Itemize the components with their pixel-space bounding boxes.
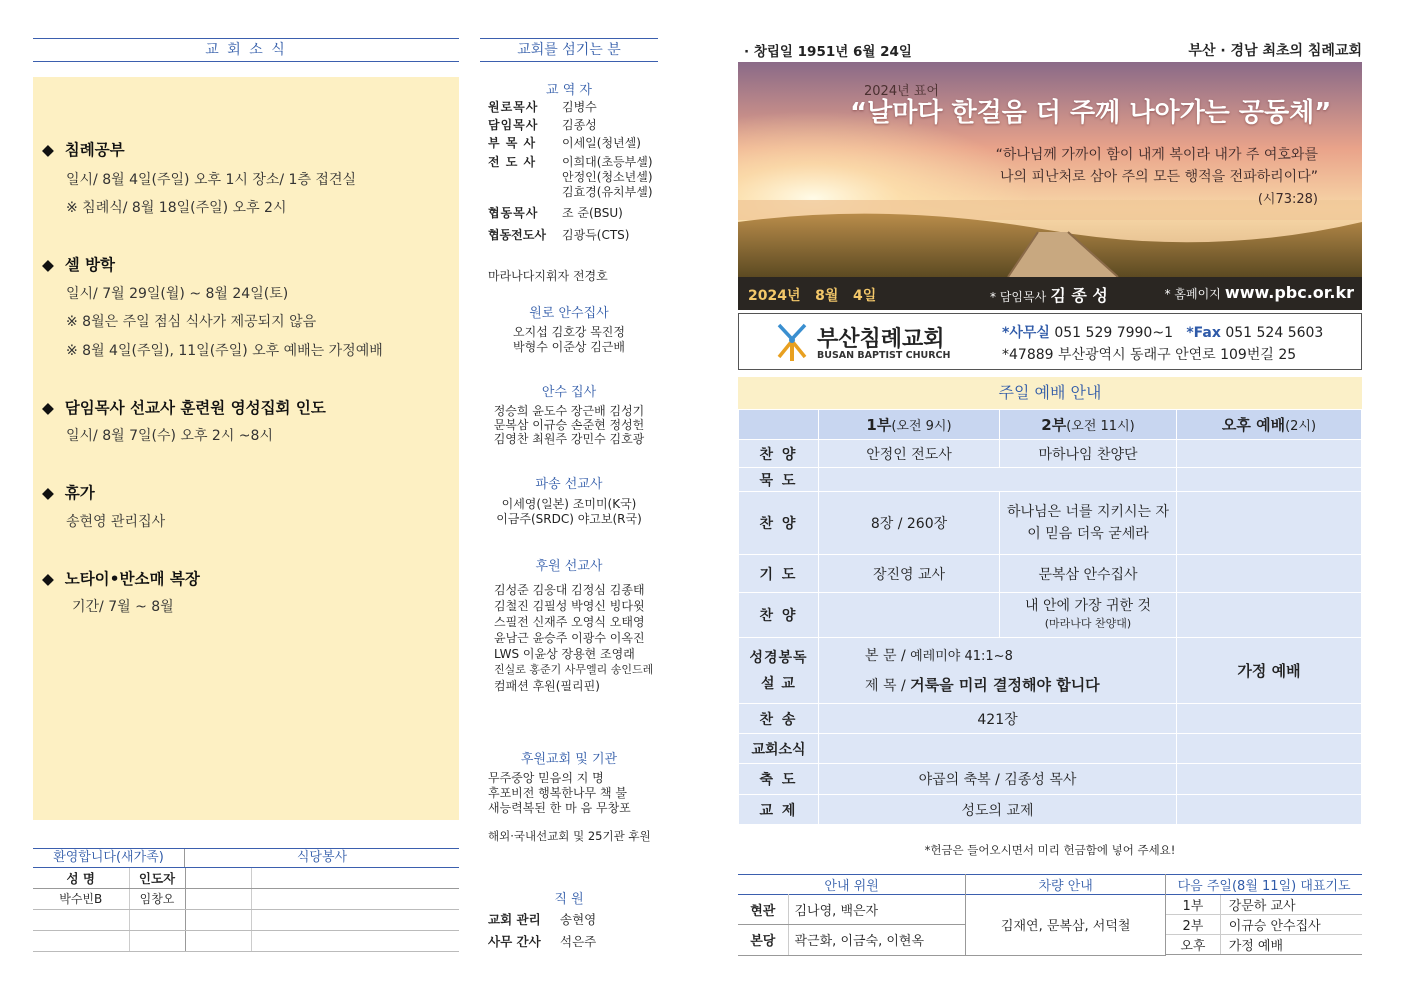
cell [1177, 704, 1362, 734]
cell: 장진영 교사 [819, 555, 1000, 593]
news-line: 일시/ 7월 29일(월) ~ 8월 24일(토) [66, 286, 289, 302]
church-logo-icon [773, 321, 811, 363]
rep-prayer-list [1166, 895, 1362, 956]
dispatch-list [480, 497, 658, 527]
news-item [42, 253, 115, 275]
ministers-title: 교 역 자 [546, 83, 592, 98]
dispatch-line: 이세영(일본) 조미미(K국) [501, 497, 637, 511]
cafeteria-cell [185, 868, 251, 888]
diamond-icon: ◆ [42, 484, 54, 502]
cell: 내 안에 가장 귀한 것 (마라나다 찬양대) [1000, 593, 1177, 638]
news-line: 일시/ 8월 7일(수) 오후 2시 ~8시 [66, 428, 273, 444]
church-tagline: 부산 · 경남 최초의 침례교회 [1188, 43, 1362, 59]
cafeteria-cell [251, 909, 459, 930]
welcome-section [33, 848, 459, 952]
churches-line: 새능력복된 한 마 음 무창포 [488, 801, 631, 815]
verse-ref: (시73:28) [1257, 192, 1318, 207]
row-label: 교회소식 [739, 734, 819, 764]
service-1-header: 1부(오전 9시) [819, 410, 1000, 440]
church-name: 부산침례교회 [817, 327, 945, 352]
cell [1177, 593, 1362, 638]
cell: 야곱의 축복 / 김종성 목사 [819, 764, 1177, 795]
deacons-line: 김영찬 최원주 강민수 김호광 [493, 432, 645, 446]
elders-line: 오지섭 김호강 목진정 [513, 325, 625, 339]
prayer-name: 가정 예배 [1220, 935, 1362, 955]
year-motto: 2024년 표어 [864, 84, 939, 99]
cafeteria-cell [185, 930, 251, 951]
staff-header: 교회를 섬기는 분 [480, 38, 658, 62]
welcome-guide [129, 909, 185, 930]
homepage-link[interactable]: www.pbc.or.kr [1224, 283, 1354, 302]
cafeteria-cell [251, 888, 459, 909]
deacons-line: 정승희 윤도수 장근배 김성기 [493, 404, 645, 418]
church-info-box [738, 313, 1362, 370]
welcome-guide: 임창오 [129, 888, 185, 909]
cell [1177, 555, 1362, 593]
news-item-title: 휴가 [64, 484, 95, 502]
prayer-service: 1부 [1166, 895, 1220, 915]
prayer-service: 오후 [1166, 935, 1220, 955]
prayer-name: 이규승 안수집사 [1220, 915, 1362, 935]
cell [1177, 764, 1362, 795]
usher-names: 곽근화, 이금숙, 이현옥 [788, 925, 966, 955]
bottom-info [738, 874, 1362, 956]
cell [1177, 492, 1362, 555]
support-line: LWS 이윤상 장용현 조영래 [494, 647, 635, 661]
homepage-info: * 홈페이지 www.pbc.or.kr [1164, 283, 1354, 302]
row-label: 교 제 [739, 795, 819, 825]
diamond-icon: ◆ [42, 141, 54, 159]
cafeteria-header: 식당봉사 [296, 850, 348, 865]
elders-list [480, 325, 658, 355]
cell [1177, 440, 1362, 468]
bottom-info-table [738, 874, 1362, 956]
row-label: 축 도 [739, 764, 819, 795]
news-line: 기간/ 7월 ~ 8월 [72, 599, 174, 615]
car-names: 김재연, 문복삼, 서덕철 [966, 895, 1166, 956]
row-label: 찬 양 [739, 492, 819, 555]
usher-header: 안내 위원 [738, 875, 966, 895]
row-label: 찬 송 [739, 704, 819, 734]
banner [738, 62, 1362, 310]
news-item [42, 481, 95, 503]
employee-row: 교회 관리 송현영 [488, 912, 597, 927]
cell: 마하나임 찬양단 [1000, 440, 1177, 468]
cafeteria-cell [185, 888, 251, 909]
afternoon-service: 가정 예배 [1177, 638, 1362, 704]
cell: 성도의 교제 [819, 795, 1177, 825]
churches-note: 해외·국내선교회 및 25기관 후원 [488, 829, 651, 843]
news-item [42, 567, 200, 589]
cell [819, 593, 1000, 638]
cell [819, 734, 1177, 764]
employees-list [488, 909, 658, 953]
welcome-guide [129, 930, 185, 951]
row-label: 찬 양 [739, 593, 819, 638]
cell: 안정인 전도사 [819, 440, 1000, 468]
car-header: 차량 안내 [966, 875, 1166, 895]
service-3-header: 오후 예배(2시) [1177, 410, 1362, 440]
welcome-name [33, 930, 129, 951]
news-item [42, 138, 125, 160]
support-line: 진실로 홍준기 사무엘리 송인드레 [494, 663, 654, 676]
motto: “날마다 한걸음 더 주께 나아가는 공동체” [850, 98, 1332, 128]
address: *47889 부산광역시 동래구 안연로 109번길 25 [1002, 347, 1297, 363]
dispatch-line: 이금주(SRDC) 야고보(R국) [496, 512, 642, 526]
offering-note: *헌금은 들어오시면서 미리 헌금함에 넣어 주세요! [924, 843, 1176, 857]
news-item-title: 침례공부 [64, 141, 125, 159]
worship-table [738, 409, 1362, 825]
support-line: 컴패션 후원(필리핀) [494, 679, 600, 693]
founded-date: · 창립일 1951년 6월 24일 [744, 44, 912, 60]
minister-row: 협동전도사 김광득(CTS) [488, 228, 630, 242]
churches-line: 무주중앙 믿음의 지 명 [488, 771, 604, 785]
support-line: 윤남근 윤승주 이광수 이옥진 [494, 631, 645, 645]
news-line: ※ 침례식/ 8월 18일(주일) 오후 2시 [66, 200, 287, 216]
col-guide: 인도자 [129, 868, 185, 888]
contact-line: *사무실 051 529 7990~1 *Fax 051 524 5603 [1002, 325, 1324, 341]
ministers-list [488, 98, 658, 244]
support-line: 스필전 신재주 오영식 오태영 [494, 615, 645, 629]
news-item [42, 396, 326, 418]
news-item-title: 노타이•반소매 복장 [64, 570, 200, 588]
support-title: 후원 선교사 [535, 559, 603, 574]
row-label: 기 도 [739, 555, 819, 593]
cell [1177, 795, 1362, 825]
news-item-title: 담임목사 선교사 훈련원 영성집회 인도 [64, 399, 326, 417]
diamond-icon: ◆ [42, 399, 54, 417]
col-name: 성 명 [33, 868, 129, 888]
rep-prayer-header: 다음 주일(8월 11일) 대표기도 [1177, 879, 1351, 894]
minister-row: 부 목 사 이세일(청년셀) [488, 136, 641, 150]
support-list [494, 582, 658, 694]
worship-guide [738, 377, 1362, 825]
news-line: 송현영 관리집사 [66, 514, 166, 530]
deacons-list [480, 404, 658, 446]
verse-line: “하나님께 가까이 함이 내게 복이라 내가 주 여호와를 [995, 147, 1318, 163]
welcome-table [33, 868, 459, 952]
cafeteria-cell [251, 868, 459, 888]
service-2-header: 2부(오전 11시) [1000, 410, 1177, 440]
news-line: ※ 8월 4일(주일), 11일(주일) 오후 예배는 가정예배 [66, 343, 383, 359]
deacons-line: 문복삼 이규승 손준현 정성헌 [493, 418, 645, 432]
corner-cell [739, 410, 819, 440]
news-line: ※ 8월은 주일 점심 식사가 제공되지 않음 [66, 314, 317, 330]
usher-names: 김나영, 백은자 [788, 895, 966, 925]
news-header: 교 회 소 식 [33, 38, 459, 62]
deacons-title: 안수 집사 [541, 385, 597, 400]
sermon-cell: 본 문 / 예레미야 41:1~8 제 목 / 거룩을 미리 결정해야 합니다 [819, 638, 1177, 704]
diamond-icon: ◆ [42, 570, 54, 588]
churches-line: 후포비전 행복한나무 책 불 [488, 786, 627, 800]
news-item-title: 셀 방학 [64, 256, 116, 274]
welcome-name: 박수빈B [33, 888, 129, 909]
diamond-icon: ◆ [42, 256, 54, 274]
news-line: 일시/ 8월 4일(주일) 오후 1시 장소/ 1층 접견실 [66, 172, 356, 188]
cell: 8장 / 260장 [819, 492, 1000, 555]
cafeteria-cell [251, 930, 459, 951]
support-line: 김철진 김필성 박영신 빙다윗 [494, 599, 645, 613]
pastor-info: * 담임목사 김 종 성 [990, 286, 1108, 305]
employees-title: 직 원 [554, 892, 584, 907]
support-line: 김성준 김응대 김정심 김종태 [494, 583, 645, 597]
churches-title: 후원교회 및 기관 [520, 752, 618, 767]
row-label: 성경봉독 설 교 [739, 638, 819, 704]
maranatha-conductor: 마라나다지휘자 전경호 [488, 269, 608, 283]
minister-row: 김효경(유치부셀) [562, 185, 653, 199]
cell: 421장 [819, 704, 1177, 734]
minister-row: 협동목사 조 준(BSU) [488, 206, 623, 220]
cell: 문복삼 안수집사 [1000, 555, 1177, 593]
elders-line: 박형수 이준상 김근배 [513, 340, 625, 354]
usher-place: 본당 [738, 925, 788, 955]
employee-row: 사무 간사 석은주 [488, 934, 597, 949]
cell [1177, 734, 1362, 764]
cell: 하나님은 너를 지키시는 자 이 믿음 더욱 굳세라 [1000, 492, 1177, 555]
prayer-name: 강문하 교사 [1220, 895, 1362, 915]
minister-row: 원로목사 김병수 [488, 100, 597, 114]
churches-list [488, 771, 658, 816]
verse-line: 나의 피난처로 삼아 주의 모든 행적을 전파하리이다” [1000, 169, 1318, 185]
row-label: 묵 도 [739, 468, 819, 492]
cell [819, 468, 1177, 492]
church-name-en: BUSAN BAPTIST CHURCH [817, 350, 951, 361]
welcome-header: 환영합니다(새가족) [33, 849, 185, 867]
minister-row: 안정인(청소년셀) [562, 170, 653, 184]
welcome-name [33, 909, 129, 930]
minister-row: 전 도 사 이희대(초등부셀) [488, 155, 653, 169]
dispatch-title: 파송 선교사 [535, 477, 603, 492]
usher-place: 현관 [738, 895, 788, 925]
elders-title: 원로 안수집사 [529, 306, 609, 321]
worship-title: 주일 예배 안내 [738, 377, 1362, 409]
prayer-service: 2부 [1166, 915, 1220, 935]
minister-row: 담임목사 김종성 [488, 118, 597, 132]
row-label: 찬 양 [739, 440, 819, 468]
cell [1177, 468, 1362, 492]
bulletin-date: 2024년 8월 4일 [748, 288, 877, 304]
cafeteria-cell [185, 909, 251, 930]
